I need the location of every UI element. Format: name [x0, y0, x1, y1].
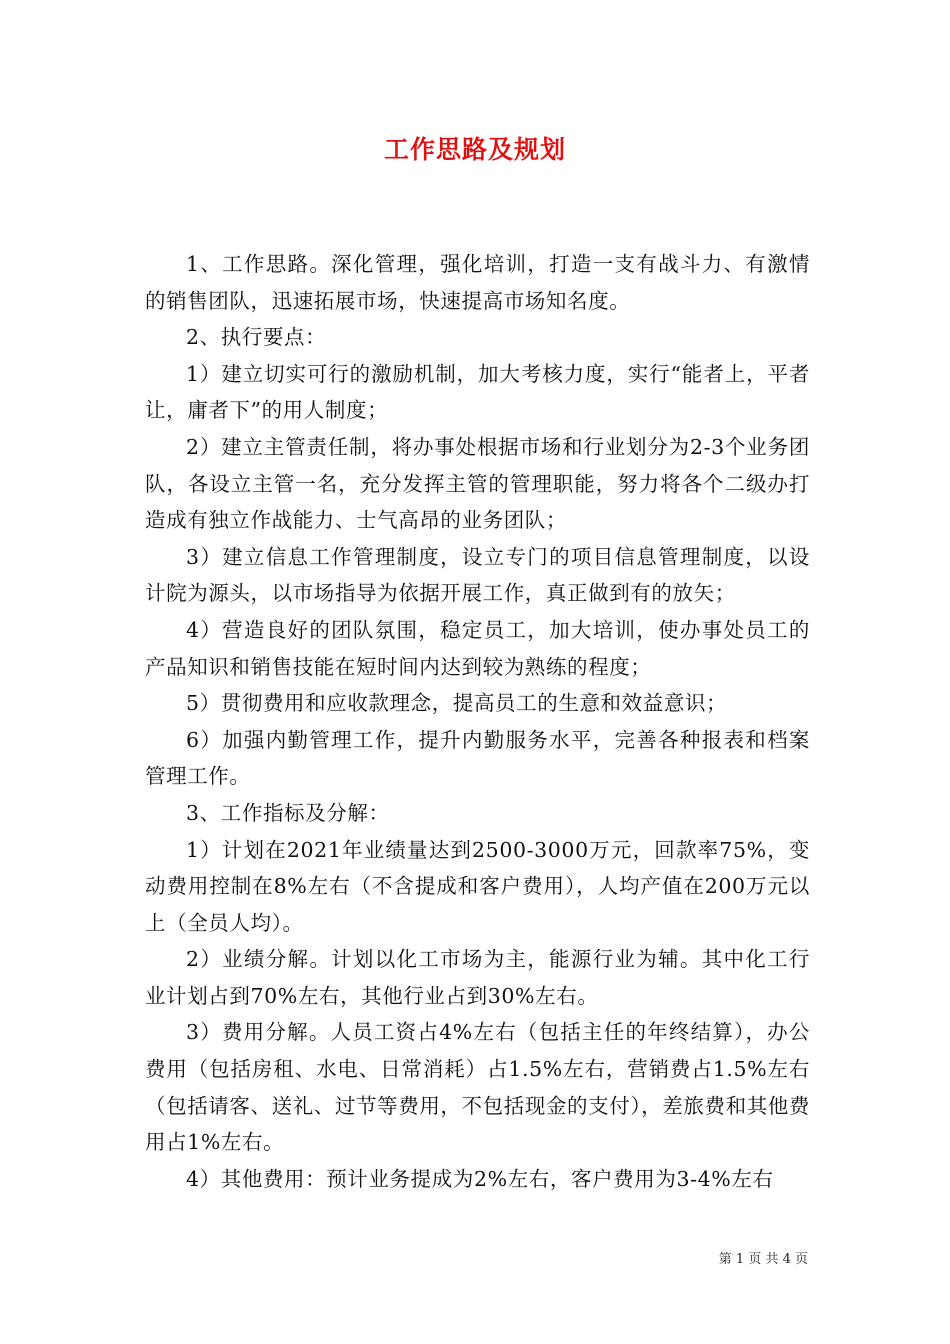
- paragraph: 2）业绩分解。计划以化工市场为主，能源行业为辅。其中化工行业计划占到70%左右，其他行业占到30%左右。: [145, 947, 810, 1008]
- page-title: 工作思路及规划: [383, 135, 566, 164]
- paragraph: 1）建立切实可行的激励机制，加大考核力度，实行“能者上，平者让，庸者下”的用人制度；: [145, 361, 810, 423]
- paragraph: 1）计划在2021年业绩量达到2500-3000万元，回款率75%，变动费用控制在8%左右（不含提成和客户费用），人均产值在200万元以上（全员人均）。: [145, 837, 810, 935]
- page-number: 第 1 页 共 4 页: [718, 1252, 808, 1267]
- paragraph: 1、工作思路。深化管理，强化培训，打造一支有战斗力、有激情的销售团队，迅速拓展市场，快速提高市场知名度。: [145, 252, 810, 313]
- document-body: [145, 246, 810, 1197]
- paragraph: 4）其他费用：预计业务提成为2%左右，客户费用为3-4%左右: [186, 1166, 774, 1191]
- paragraph: 3）费用分解。人员工资占4%左右（包括主任的年终结算），办公费用（包括房租、水电、日常消耗）占1.5%左右，营销费占1.5%左右（包括请客、送礼、过节等费用，不包括现金的支付），差旅费和其他费用占1%左右。: [145, 1020, 810, 1155]
- paragraph: 3、工作指标及分解：: [186, 800, 390, 825]
- paragraph: 2）建立主管责任制，将办事处根据市场和行业划分为2-3个业务团队，各设立主管一名，充分发挥主管的管理职能，努力将各个二级办打造成有独立作战能力、士气高昂的业务团队；: [145, 434, 810, 533]
- paragraph: 2、执行要点：: [186, 325, 327, 350]
- paragraph: 6）加强内勤管理工作，提升内勤服务水平，完善各种报表和档案管理工作。: [145, 727, 810, 789]
- paragraph: 5）贯彻费用和应收款理念，提高员工的生意和效益意识；: [186, 691, 728, 716]
- paragraph: 3）建立信息工作管理制度，设立专门的项目信息管理制度，以设计院为源头，以市场指导为依据开展工作，真正做到有的放矢；: [145, 544, 810, 606]
- paragraph: 4）营造良好的团队氛围，稳定员工，加大培训，使办事处员工的产品知识和销售技能在短时间内达到较为熟练的程度；: [145, 617, 810, 679]
